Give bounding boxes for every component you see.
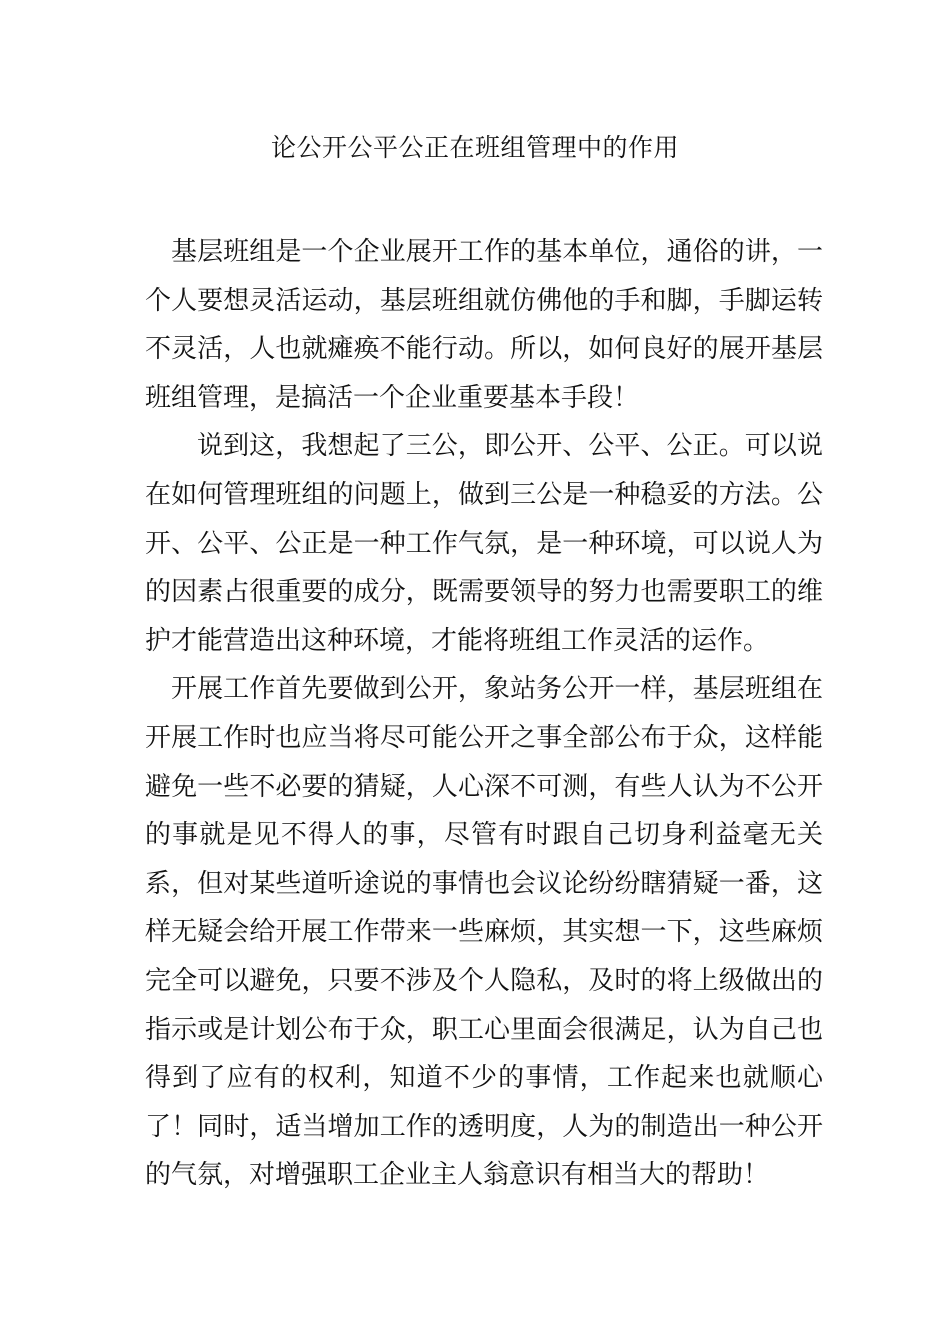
document-title: 论公开公平公正在班组管理中的作用 — [270, 133, 679, 162]
paragraph-1: 基层班组是一个企业展开工作的基本单位，通俗的讲，一个人要想灵活运动，基层班组就仿佛他的手和脚，手脚运转不灵活，人也就瘫痪不能行动。所以，如何良好的展开基层班组管理，是搞活一个企业重要基本手段！ — [145, 237, 823, 413]
paragraph-2: 说到这，我想起了三公，即公开、公平、公正。可以说在如何管理班组的问题上，做到三公是一种稳妥的方法。公开、公平、公正是一种工作气氛，是一种环境，可以说人为的因素占很重要的成分，既需要领导的努力也需要职工的维护才能营造出这种环境，才能将班组工作灵活的运作。 — [145, 431, 823, 656]
document-body — [145, 228, 823, 1200]
paragraph-3: 开展工作首先要做到公开，象站务公开一样，基层班组在开展工作时也应当将尽可能公开之事全部公布于众，这样能避免一些不必要的猜疑，人心深不可测，有些人认为不公开的事就是见不得人的事，尽管有时跟自己切身利益毫无关系，但对某些道听途说的事情也会议论纷纷瞎猜疑一番，这样无疑会给开展工作带来一些麻烦，其实想一下，这些麻烦完全可以避免，只要不涉及个人隐私，及时的将上级做出的指示或是计划公布于众，职工心里面会很满足，认为自己也得到了应有的权利，知道不少的事情，工作起来也就顺心了！同时，适当增加工作的透明度，人为的制造出一种公开的气氛，对增强职工企业主人翁意识有相当大的帮助！ — [145, 674, 823, 1191]
